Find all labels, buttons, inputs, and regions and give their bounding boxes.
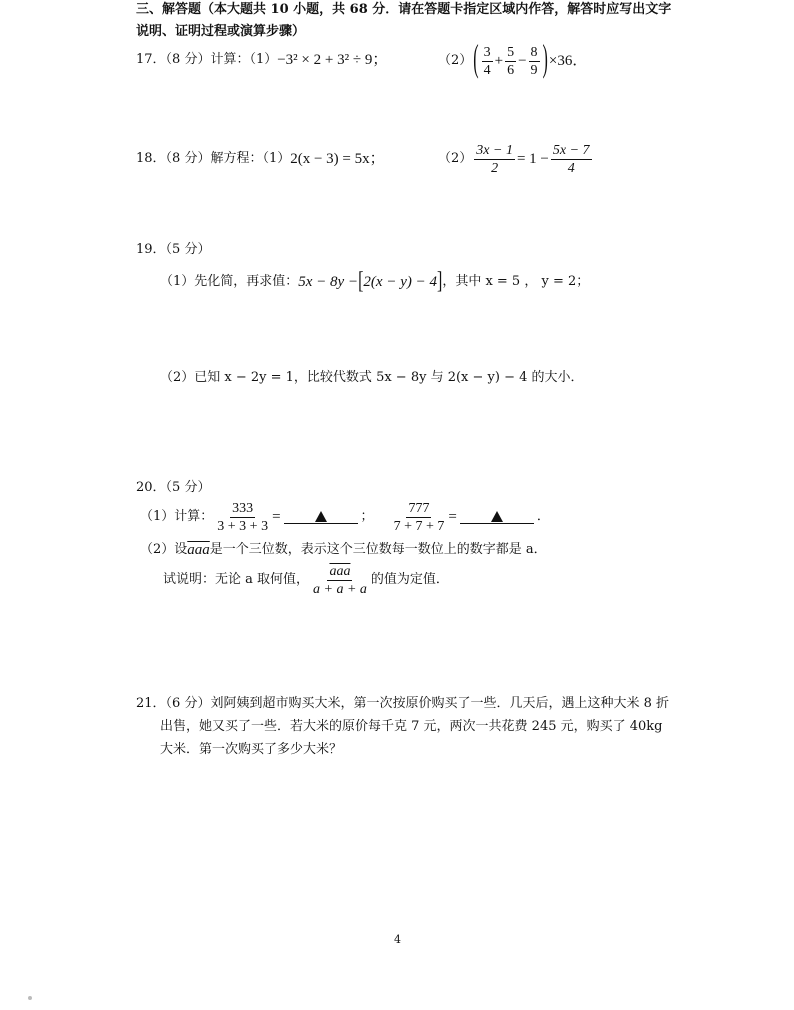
q20-part3-suffix: 的值为定值．: [370, 572, 449, 587]
q20-equals-1: =: [272, 509, 281, 525]
q18-right-fraction: $\frac{5x - 7}{4}$: [552, 142, 590, 176]
q17-part2-label: （2）: [438, 53, 473, 68]
q20-part2: [140, 540, 547, 560]
q20-part1: [140, 497, 550, 537]
q18-part1-expression: 2(x − 3) = 5x；: [290, 151, 385, 167]
q20-fraction-3: $\frac{\overline{aaa}}{a + a + a}$: [313, 563, 367, 597]
section-header-line1: 三、解答题（本大题共 10 小题，共 68 分．请在答题卡指定区域内作答，解答时应写出文字: [136, 2, 672, 17]
q19-part2: （2）已知 x − 2y = 1，比较代数式 5x − 8y 与 2(x − y) − 4 的大小．: [160, 370, 584, 385]
question-17: [136, 47, 387, 73]
q19-part1-expr-b: 2(x − y) − 4: [363, 274, 437, 290]
q19-part1: [160, 270, 589, 294]
q17-part2-tail: ×36．: [548, 53, 588, 69]
q21-line1: 21．（6 分）刘阿姨到超市购买大米，第一次按原价购买了一些．几天后，遇上这种大米 8 折: [136, 696, 669, 711]
q20-equals-2: =: [448, 509, 457, 525]
q20-fraction-1: $\frac{333}{3 + 3 + 3}$: [217, 500, 269, 534]
question-18: [136, 146, 385, 172]
q20-part2-variable: $\overline{aaa}$: [187, 542, 210, 558]
q18-label: 18．（8 分）解方程：（1）: [136, 151, 291, 166]
answer-blank-2[interactable]: [460, 511, 534, 524]
q20-separator: ；: [360, 509, 374, 524]
q18-part2: [438, 140, 594, 178]
section-header-line2: 说明、证明过程或演算步骤）: [136, 24, 306, 39]
q19-part1-expr-a: 5x − 8y −: [298, 274, 359, 290]
q20-fraction-2: $\frac{777}{7 + 7 + 7}$: [393, 500, 445, 534]
q17-fraction-3: $\frac{8}{9}$: [530, 44, 538, 78]
q20-part2-prefix: （2）设: [140, 542, 188, 557]
q18-part2-label: （2）: [438, 151, 473, 166]
q19-label: 19．（5 分）: [136, 242, 211, 257]
q17-right-paren: ): [542, 39, 548, 81]
q20-end-mark: ．: [536, 509, 550, 524]
page-number: 4: [394, 933, 401, 946]
q17-fraction-1: $\frac{3}{4}$: [483, 44, 491, 78]
q18-middle: = 1 −: [516, 151, 549, 167]
triangle-icon: [491, 511, 503, 522]
q19-left-bracket: [: [358, 268, 364, 294]
scan-dot: [28, 985, 32, 1004]
q20-part3-prefix: 试说明：无论 a 取何值，: [163, 572, 310, 587]
q17-part2: （2） ( $\frac{3}{4}$ + $\frac{5}{6}$ − $\frac{8}{9}$ ) ×36．: [438, 39, 588, 81]
q20-part2-suffix: 是一个三位数，表示这个三位数每一数位上的数字都是 a．: [209, 542, 547, 557]
q17-fraction-2: $\frac{5}{6}$: [507, 44, 515, 78]
q17-left-paren: (: [473, 39, 479, 81]
q19-part1-suffix: ，其中 x = 5 ， y = 2；: [442, 274, 590, 289]
answer-blank-1[interactable]: [284, 511, 358, 524]
triangle-icon: [315, 511, 327, 522]
q20-label: 20．（5 分）: [136, 480, 211, 495]
q21-line3: 大米．第一次购买了多少大米？: [160, 742, 343, 757]
q21-line2: 出售，她又买了一些．若大米的原价每千克 7 元，两次一共花费 245 元，购买了 40kg: [160, 719, 663, 734]
q20-part3: [163, 560, 449, 600]
q19-right-bracket: ]: [436, 268, 443, 294]
q17-label: 17．（8 分）计算：（1）: [136, 52, 278, 67]
q20-part1-prefix: （1）计算：: [140, 509, 214, 524]
q19-part1-prefix: （1）先化简，再求值：: [160, 274, 299, 289]
q17-part1-expression: −3² × 2 + 3² ÷ 9；: [277, 52, 388, 68]
q18-left-fraction: $\frac{3x - 1}{2}$: [476, 142, 513, 176]
